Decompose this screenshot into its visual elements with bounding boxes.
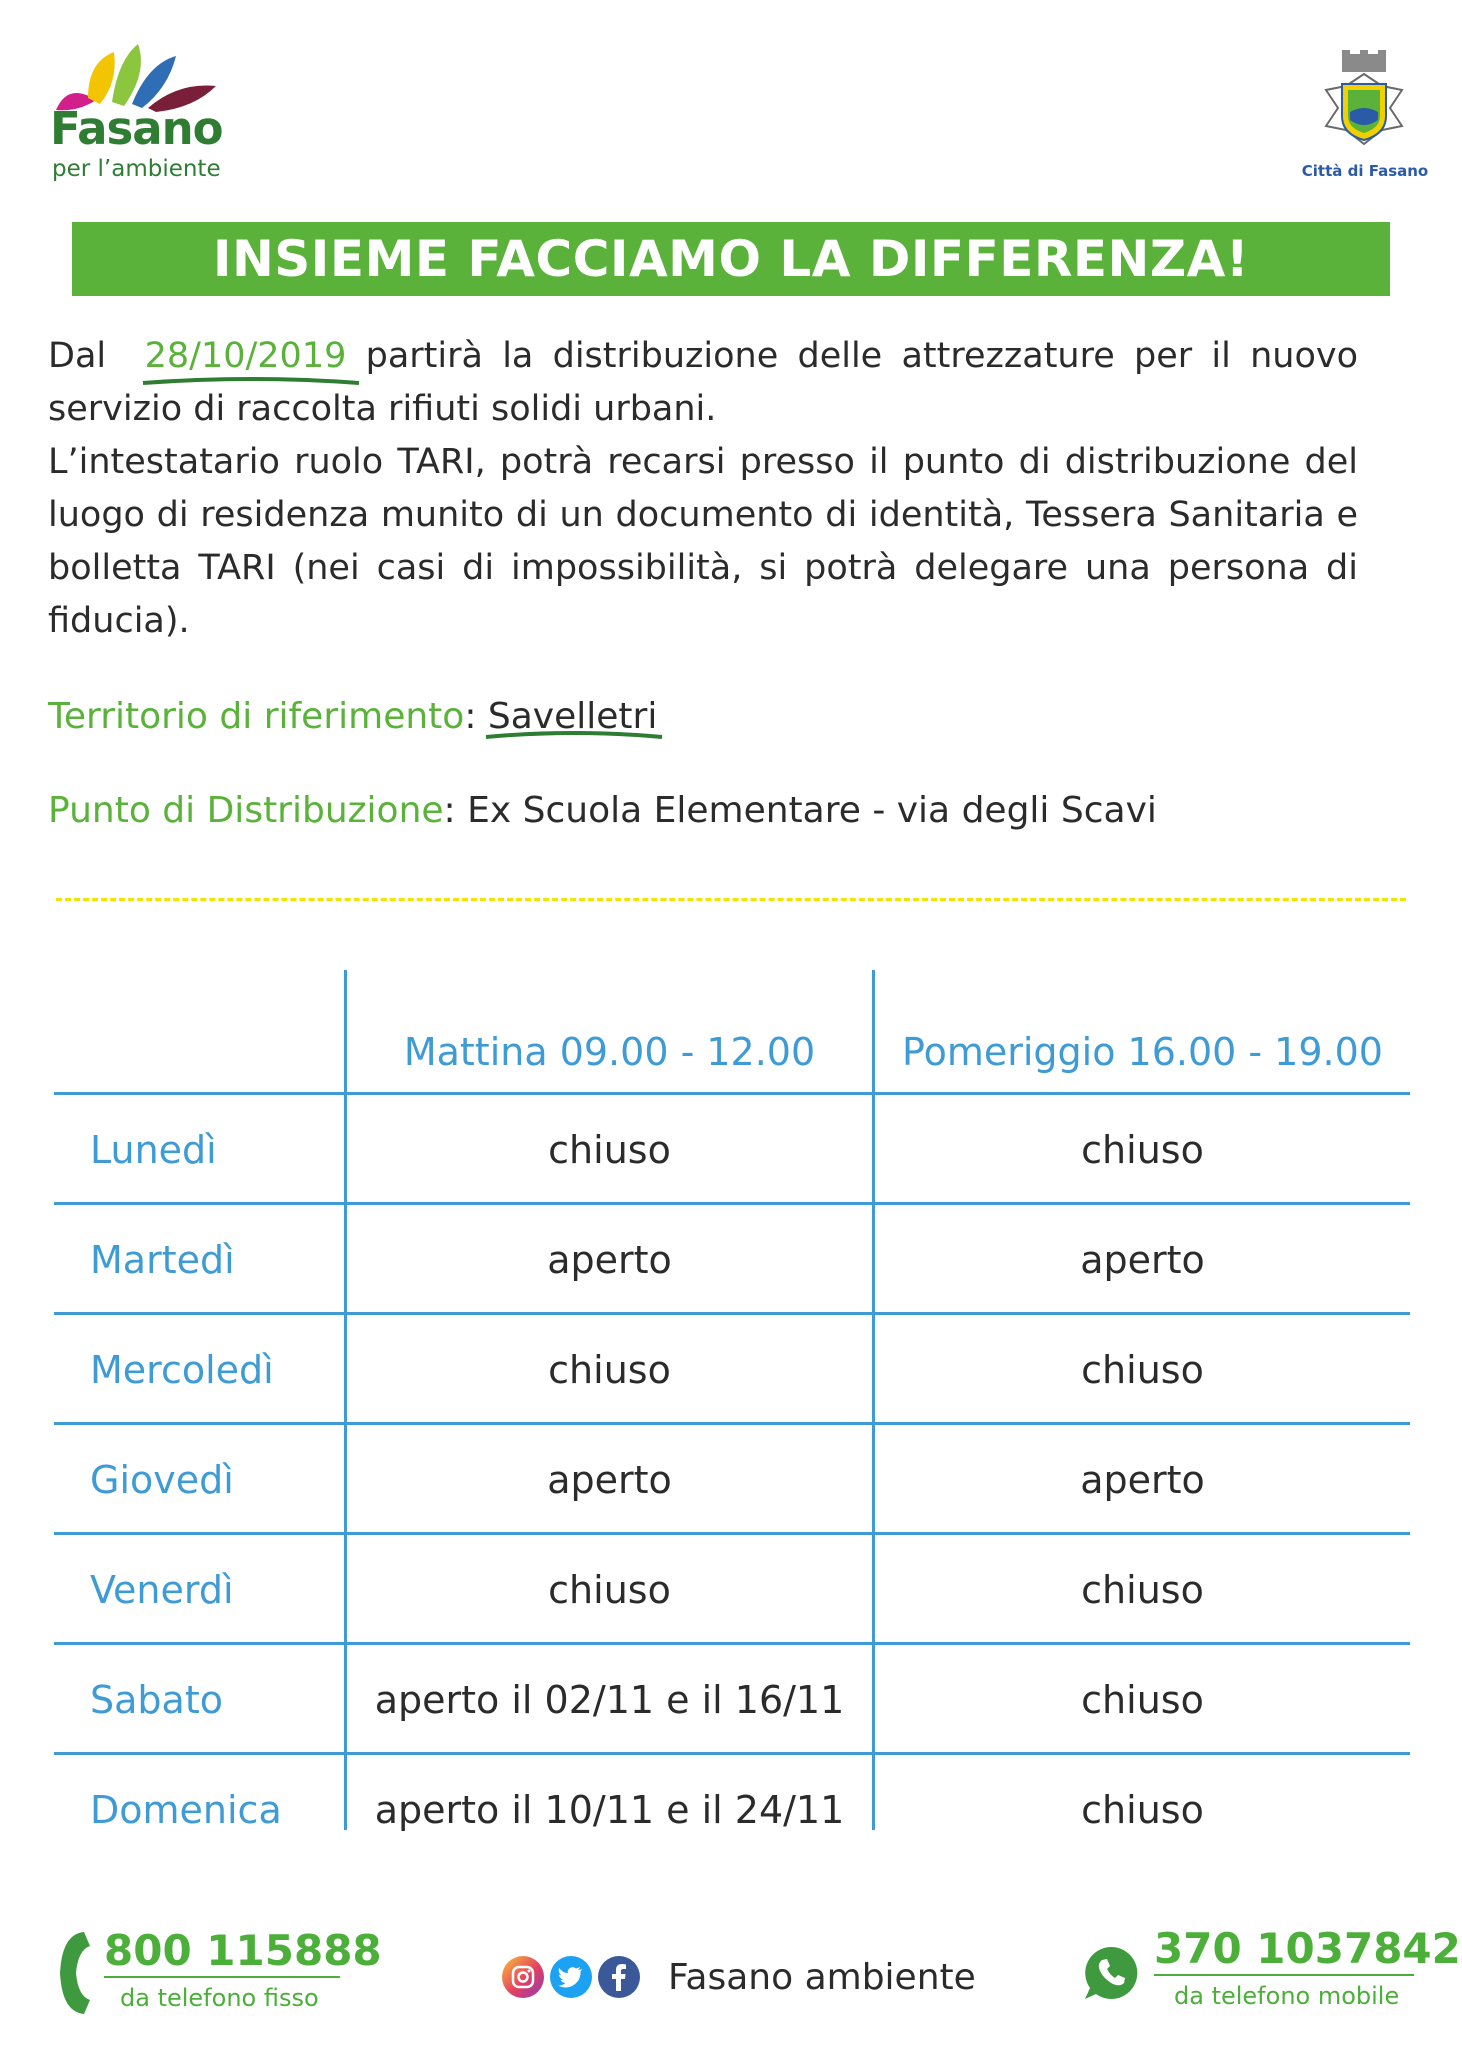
- row-afternoon: chiuso: [1081, 1348, 1204, 1392]
- row-morning: chiuso: [548, 1128, 671, 1172]
- punto-label: Punto di Distribuzione: [48, 790, 444, 831]
- row-day: Martedì: [90, 1238, 235, 1282]
- social-label: Fasano ambiente: [668, 1956, 976, 1998]
- banner-title: INSIEME FACCIAMO LA DIFFERENZA!: [212, 230, 1250, 288]
- row-morning: chiuso: [548, 1348, 671, 1392]
- social-links: [502, 1954, 976, 2000]
- citta-label: Città di Fasano: [1301, 162, 1429, 180]
- start-date-text: 28/10/2019: [144, 336, 347, 376]
- slogan-banner: [72, 222, 1390, 296]
- logo-subtitle: per l’ambiente: [52, 156, 221, 182]
- header-morning: Mattina 09.00 - 12.00: [403, 1030, 816, 1074]
- intro-sentence-1: partirà la distribuzione delle attrezzature per il nuovo servizio di raccolta rifiuti solidi urbani.: [48, 336, 1358, 429]
- row-morning: chiuso: [548, 1568, 671, 1612]
- intro-paragraph: [48, 330, 1358, 648]
- territorio-value: Savelletri: [487, 696, 658, 737]
- facebook-icon[interactable]: [598, 1956, 640, 1998]
- row-afternoon: chiuso: [1081, 1788, 1204, 1832]
- dashed-divider: [56, 898, 1406, 901]
- mobile-rule: [1154, 1974, 1414, 1976]
- landline-rule: [104, 1976, 340, 1978]
- territorio-label: Territorio di riferimento: [48, 696, 465, 737]
- table-row-divider: [54, 1642, 1410, 1645]
- intro-sentence-2: L’intestatario ruolo TARI, potrà recarsi presso il punto di distribuzione del luogo di residenza munito di un documento di identità, Tessera Sanitaria e bolletta TARI (nei casi di impossibilità, si potrà delegare una persona di fiducia).: [48, 442, 1358, 641]
- phone-handset-icon: [54, 1928, 94, 2018]
- table-row-divider: [54, 1532, 1410, 1535]
- landline-number[interactable]: 800 115888: [104, 1926, 382, 1975]
- table-row-divider: [54, 1312, 1410, 1315]
- row-morning: aperto il 02/11 e il 16/11: [374, 1678, 845, 1722]
- row-day: Giovedì: [90, 1458, 234, 1502]
- mobile-label: da telefono mobile: [1174, 1982, 1400, 2010]
- whatsapp-icon[interactable]: [1082, 1944, 1140, 2002]
- date-underline-icon: [141, 375, 361, 389]
- row-afternoon: chiuso: [1081, 1568, 1204, 1612]
- row-morning: aperto: [547, 1458, 672, 1502]
- schedule-table: [54, 970, 1410, 1830]
- table-row-divider: [54, 1092, 1410, 1095]
- row-afternoon: chiuso: [1081, 1678, 1204, 1722]
- row-morning: aperto il 10/11 e il 24/11: [374, 1788, 845, 1832]
- row-afternoon: chiuso: [1081, 1128, 1204, 1172]
- twitter-icon[interactable]: [550, 1956, 592, 1998]
- header-afternoon: Pomeriggio 16.00 - 19.00: [902, 1030, 1383, 1074]
- table-row-divider: [54, 1422, 1410, 1425]
- punto-line: Punto di Distribuzione: Ex Scuola Elementare - via degli Scavi: [48, 790, 1157, 831]
- logo-wordmark: Fasano: [50, 102, 223, 155]
- row-day: Lunedì: [90, 1128, 217, 1172]
- row-morning: aperto: [547, 1238, 672, 1282]
- punto-value: Ex Scuola Elementare - via degli Scavi: [467, 790, 1157, 831]
- start-date: [145, 330, 347, 383]
- row-afternoon: aperto: [1080, 1458, 1205, 1502]
- table-row-divider: [54, 1752, 1410, 1755]
- fasano-ambiente-logo: [48, 42, 248, 192]
- territorio-value-wrap: [488, 696, 657, 737]
- table-row-divider: [54, 1202, 1410, 1205]
- instagram-icon[interactable]: [502, 1956, 544, 1998]
- intro-prefix: Dal: [48, 336, 107, 376]
- row-afternoon: aperto: [1080, 1238, 1205, 1282]
- territorio-line: Territorio di riferimento: Savelletri: [48, 696, 657, 737]
- territorio-underline-icon: [484, 729, 664, 743]
- row-day: Sabato: [90, 1678, 223, 1722]
- contact-footer: [0, 1910, 1462, 2040]
- city-crest-icon: [1316, 50, 1412, 160]
- mobile-number[interactable]: 370 1037842: [1154, 1924, 1461, 1973]
- row-day: Mercoledì: [90, 1348, 274, 1392]
- landline-label: da telefono fisso: [120, 1984, 319, 2012]
- citta-di-fasano-logo: [1290, 50, 1440, 190]
- row-day: Domenica: [90, 1788, 282, 1832]
- row-day: Venerdì: [90, 1568, 234, 1612]
